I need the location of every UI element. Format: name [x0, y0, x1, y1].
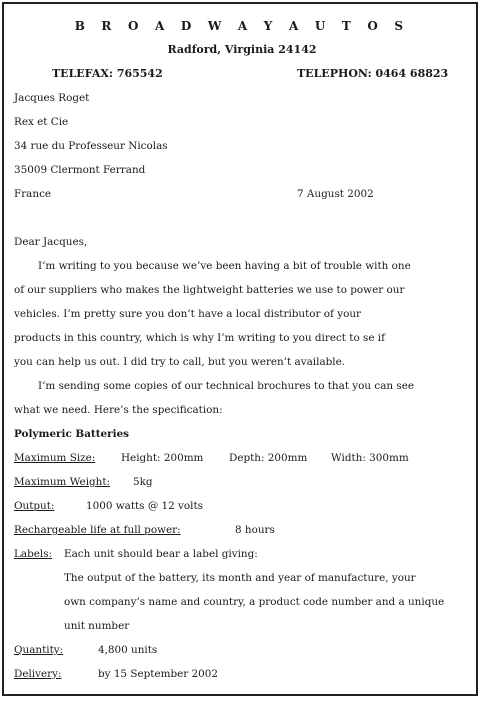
recipient-country: France: [14, 188, 52, 200]
recipient-company: Rex et Cie: [14, 116, 69, 128]
labels-line: The output of the battery, its month and year of manufacture, your: [64, 572, 416, 584]
page-border: [2, 2, 478, 696]
spec-heading: Polymeric Batteries: [14, 428, 130, 440]
quantity-label: Quantity:: [14, 644, 64, 656]
recipient-city: 35009 Clermont Ferrand: [14, 164, 146, 176]
recharge-label: Rechargeable life at full power:: [14, 524, 181, 536]
max-weight-value: 5kg: [133, 476, 153, 488]
paragraph-line: I’m writing to you because we’ve been having a bit of trouble with one: [38, 260, 411, 272]
paragraph-line: you can help us out. I did try to call, but you weren’t available.: [14, 356, 346, 368]
delivery-label: Delivery:: [14, 668, 62, 680]
recharge-value: 8 hours: [235, 524, 275, 536]
labels-intro: Each unit should bear a label giving:: [64, 548, 258, 560]
company-name: B R O A D W A Y A U T O S: [74, 19, 410, 33]
paragraph-line: of our suppliers who makes the lightweight batteries we use to power our: [14, 284, 405, 296]
recipient-street: 34 rue du Professeur Nicolas: [14, 140, 168, 152]
output-value: 1000 watts @ 12 volts: [86, 500, 203, 512]
company-address: Radford, Virginia 24142: [167, 43, 317, 56]
delivery-value: by 15 September 2002: [98, 668, 218, 680]
quantity-value: 4,800 units: [98, 644, 158, 656]
telephone-number: TELEPHON: 0464 68823: [297, 67, 449, 80]
output-label: Output:: [14, 500, 55, 512]
labels-label: Labels:: [14, 548, 53, 560]
paragraph-line: products in this country, which is why I’m writing to you direct to se if: [14, 332, 385, 344]
width-value: Width: 300mm: [331, 452, 409, 464]
paragraph-line: what we need. Here’s the specification:: [14, 404, 223, 416]
salutation: Dear Jacques,: [14, 236, 88, 248]
labels-line: own company’s name and country, a product code number and a unique: [64, 596, 445, 608]
telefax-number: TELEFAX: 765542: [52, 67, 163, 80]
depth-value: Depth: 200mm: [229, 452, 308, 464]
paragraph-line: I’m sending some copies of our technical brochures to that you can see: [38, 380, 415, 392]
letter-date: 7 August 2002: [297, 188, 374, 200]
labels-line: unit number: [64, 620, 130, 632]
paragraph-line: vehicles. I’m pretty sure you don’t have a local distributor of your: [14, 308, 361, 320]
max-size-label: Maximum Size:: [14, 452, 96, 464]
recipient-name: Jacques Roget: [14, 92, 90, 104]
height-value: Height: 200mm: [121, 452, 204, 464]
max-weight-label: Maximum Weight:: [14, 476, 111, 488]
